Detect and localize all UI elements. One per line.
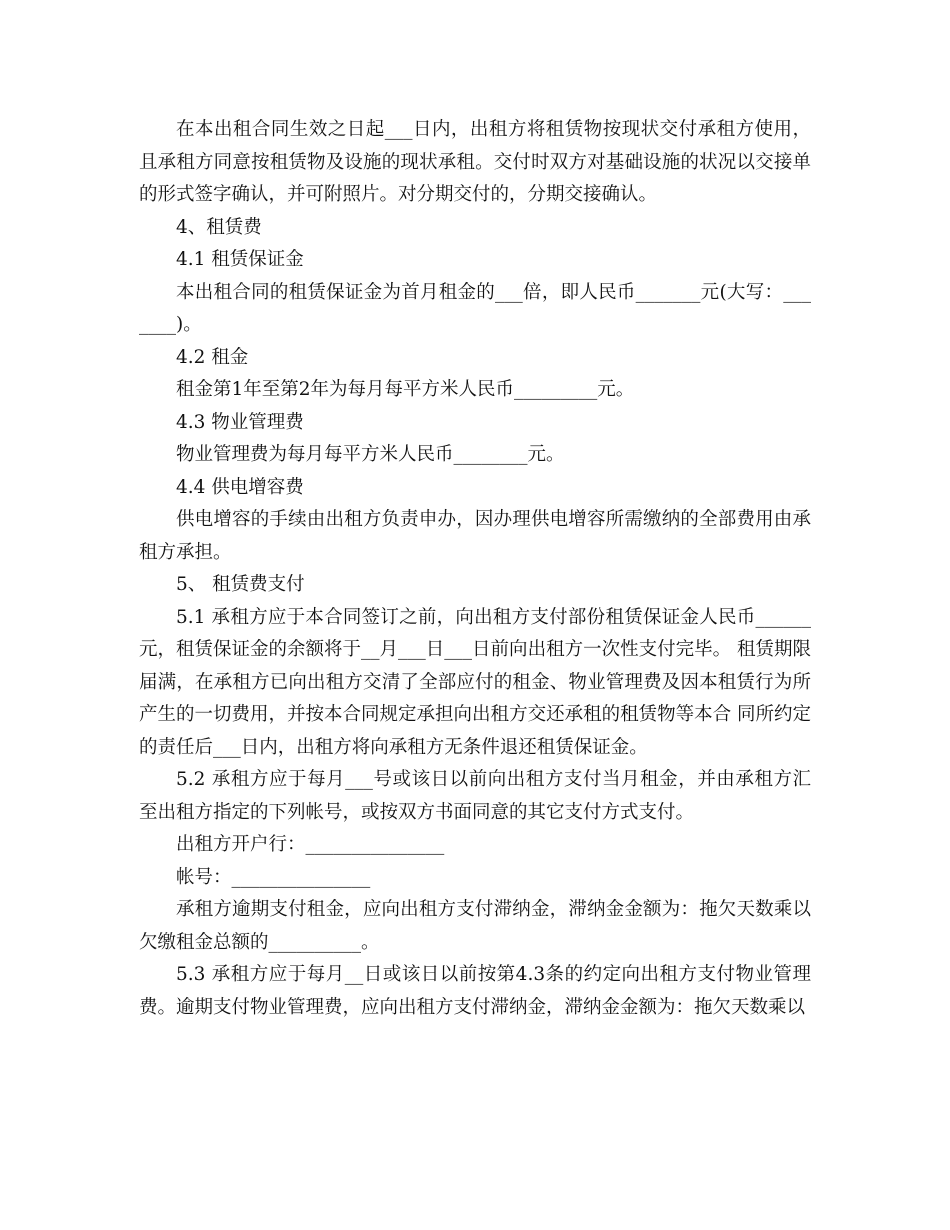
subsection-heading-power: 4.4 供电增容费 [176, 476, 304, 498]
paragraph-power: 供电增容的手续由出租方负责申办，因办理供电增容所需缴纳的全部费用由承租方承担。 [139, 509, 811, 563]
paragraph-bank: 出租方开户行：_______________ [176, 834, 445, 855]
section-heading-payment: 5、 租赁费支付 [176, 574, 305, 595]
paragraph-account: 帐号：_______________ [176, 866, 371, 888]
paragraph-delivery: 在本出租合同生效之日起___日内，出租方将租赁物按现状交付承租方使用，且承租方同意按租赁物及设施的现状承租。交付时双方对基础设施的状况以交接单的形式签字确认，并可附照片。对分期交付的，分期交接确认。 [139, 119, 811, 205]
subsection-heading-deposit: 4.1 租赁保证金 [176, 249, 304, 270]
paragraph-property-fee: 物业管理费为每月每平方米人民币________元。 [176, 444, 565, 465]
paragraph-payment-5-2: 5.2 承租方应于每月___号或该日以前向出租方支付当月租金，并由承租方汇至出租方指定的下列帐号，或按双方书面同意的其它支付方式支付。 [139, 769, 811, 823]
document-body [139, 114, 811, 1024]
subsection-heading-property-fee: 4.3 物业管理费 [176, 411, 304, 433]
paragraph-payment-5-3: 5.3 承租方应于每月__日或该日以前按第4.3条的约定向出租方支付物业管理费。逾期支付物业管理费，应向出租方支付滞纳金，滞纳金金额为：拖欠天数乘以 [139, 964, 811, 1018]
paragraph-payment-5-1: 5.1 承租方应于本合同签订之前，向出租方支付部份租赁保证金人民币______元，租赁保证金的余额将于__月___日___日前向出租方一次性支付完毕。 租赁期限届满，在承租方已向出租方交清了全部应付的租金、物业管理费及因本租赁行为所产生的一切费用，并按本合同规定承担向出租方交还承租的租赁物等本合 同所约定的责任后___日内，出租方将向承租方无条件退还租赁保证金。 [139, 606, 811, 758]
subsection-heading-rent: 4.2 租金 [176, 346, 249, 368]
paragraph-late-fee: 承租方逾期支付租金，应向出租方支付滞纳金，滞纳金金额为：拖欠天数乘以欠缴租金总额的__________。 [139, 899, 811, 953]
section-heading-rent-fees: 4、租赁费 [176, 216, 262, 238]
paragraph-rent: 租金第1年至第2年为每月每平方米人民币_________元。 [176, 379, 635, 400]
paragraph-deposit: 本出租合同的租赁保证金为首月租金的___倍，即人民币_______元(大写：_______)。 [139, 281, 811, 335]
